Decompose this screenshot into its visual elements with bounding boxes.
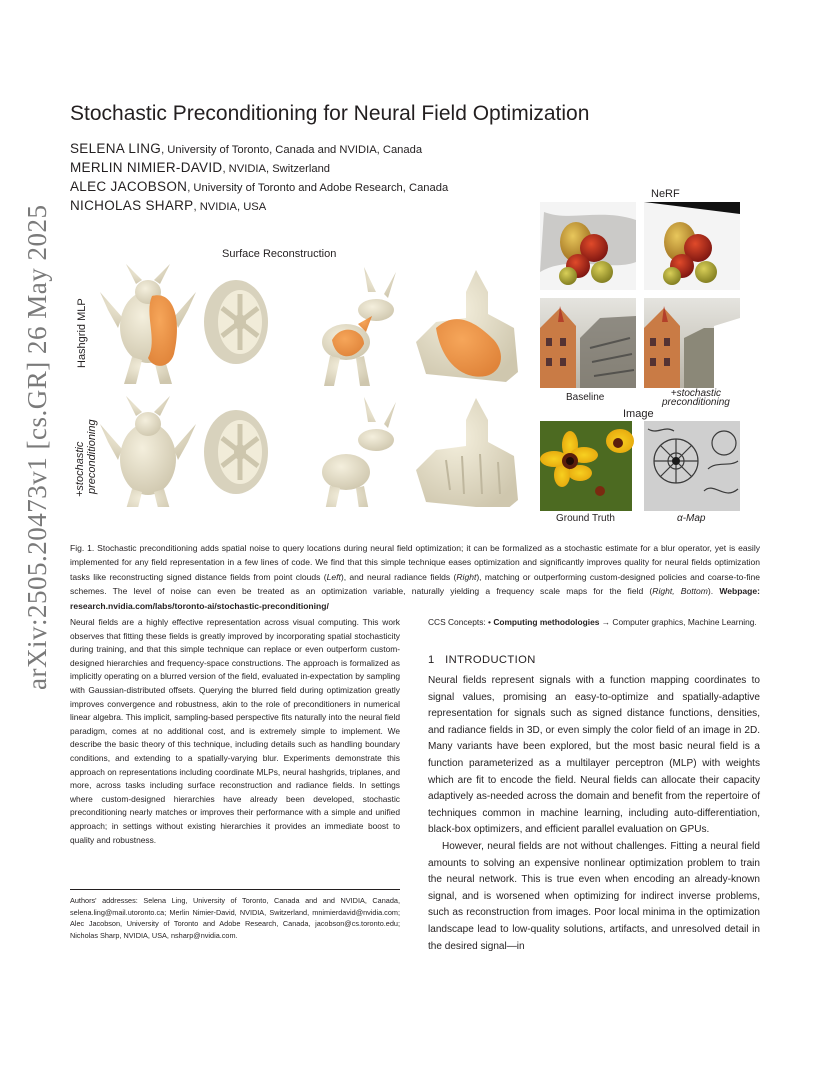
alpha-map-image xyxy=(644,421,740,511)
author-affiliation: , University of Toronto, Canada and NVIDIA, Canada xyxy=(161,144,423,156)
wheel-stochastic xyxy=(204,410,268,494)
wheel-baseline xyxy=(204,280,268,364)
ccs-rest: → Computer graphics, Machine Learning. xyxy=(599,617,757,627)
row-label-stochastic-line1: +stochastic xyxy=(74,441,86,497)
image-fitting-renders xyxy=(540,421,740,511)
nerf-heading: NeRF xyxy=(651,188,680,200)
abstract: Neural fields are a highly effective representation across visual computing. This work observes that fitting these fields is greatly improved by incorporating spatial stochasticity during training, and that this simple technique can replace or even outperform custom-designed hierarchies and frequency-space constructions. The approach is formalized as implicitly operating on a blurred version of the field, evaluated in-expectation by sampling with Gaussian-distributed offsets. Querying the blurred field during optimization greatly improves convergence and robustness, akin to the role of preconditioners in numerical linear algebra. This implicit, sampling-based perspective fits naturally into the neural field paradigm, comes at no additional cost, and is extremely simple to implement. We describe the basic theory of this technique, including details such as handling boundary conditions, and extending to a spatially-varying blur. Experiments demonstrate this approach on representations including coordinate MLPs, neural hashgrids, triplanes, and more, across tasks including surface reconstruction and radiance fields. In settings where custom-designed hierarchies have already been developed, stochastic preconditioning nearly matches or improves their performance with a simple and unified approach; in settings without existing hierarchies it provides an immediate boost to quality and robustness. xyxy=(70,617,400,845)
author-affiliation: , University of Toronto and Adobe Research, Canada xyxy=(187,182,449,194)
section-title: INTRODUCTION xyxy=(445,654,536,666)
paper-title: Stochastic Preconditioning for Neural Field Optimization xyxy=(70,102,590,125)
caption-right-bottom: Right, Bottom xyxy=(652,586,708,597)
row-label-hashgrid-text: Hashgrid MLP xyxy=(76,298,88,368)
author-name: SELENA LING xyxy=(70,141,162,156)
ccs-bold: Computing methodologies xyxy=(493,617,600,627)
caption-text-1: Fig. 1. Stochastic preconditioning adds spatial noise to query locations during neural field optimization; it can be formalized as a stochastic estimate for a blur operator, yet is easily implemented for any field representation in a few lines of code. We find that this simple technique eases optimization and significantly improves quality for neural fields optimization tasks like reconstructing signed distance fields from point clouds ( xyxy=(70,543,760,582)
caption-text-3: ), matching or outperforming custom-designed policies and coarse-to-fine schemes. The level of noise can even be treated as an optimization variable, naturally yielding a frequency scale maps for the field ( xyxy=(70,571,760,597)
author-name: NICHOLAS SHARP xyxy=(70,198,194,213)
introduction-body xyxy=(428,673,760,955)
armadillo-stochastic xyxy=(100,396,196,507)
section-number: 1 xyxy=(428,654,435,666)
stochastic-label-line2: preconditioning xyxy=(662,397,730,408)
nerf-building-baseline xyxy=(540,298,636,388)
alpha-map-label: α-Map xyxy=(677,513,706,524)
footnote-divider xyxy=(70,889,400,890)
section-heading xyxy=(428,654,536,666)
dog-stochastic xyxy=(322,397,396,507)
nerf-fruit-stochastic xyxy=(644,202,740,290)
authors-addresses-footnote: Authors' addresses: Selena Ling, University of Toronto, Canada and and NVIDIA, Canada, selena.ling@mail.utoronto.ca; Merlin Nimier-David, NVIDIA, Switzerland, mnimierdavid@nvidia.com; Alec Jacobson, University of Toronto and Adobe Research, Canada, jacobson@cs.toronto.edu; Nicholas Sharp, NVIDIA, USA, nsharp@nvidia.com. xyxy=(70,896,400,940)
armadillo-baseline xyxy=(100,264,196,384)
author-line xyxy=(70,179,448,198)
dog-baseline xyxy=(322,267,396,386)
stochastic-label-line1: +stochastic xyxy=(670,388,722,399)
author-affiliation: , NVIDIA, USA xyxy=(193,201,267,213)
author-line xyxy=(70,198,448,217)
intro-paragraph: Neural fields represent signals with a function mapping coordinates to signal values, promising an easy-to-optimize and spatially-adaptive representation for signals such as signed distance functions, densities, and radiance fields in 3D, or even simply the color field of an image in 2D. Many variants have been explored, but the most basic neural field is a function parameterized as a multilayer perceptron (MLP) with weights which are fit to encode the field. Neural fields can allocate their capacity adaptively as-needed across the domain and benefit from the repertoire of techniques common in machine learning, including auto-differentiation, black-box optimizers, and efficient parallel evaluation on GPUs. xyxy=(428,675,760,836)
nerf-building-stochastic xyxy=(644,298,740,388)
author-name: ALEC JACOBSON xyxy=(70,179,188,194)
caption-right: Right xyxy=(456,571,477,582)
building-baseline xyxy=(416,270,518,382)
image-heading: Image xyxy=(623,408,654,420)
caption-left: Left xyxy=(326,571,341,582)
arxiv-stamp-text: arXiv:2505.20473v1 [cs.GR] 26 May 2025 xyxy=(22,204,52,690)
row-label-stochastic-line2: preconditioning xyxy=(86,419,98,494)
figure-caption xyxy=(70,541,760,613)
baseline-label: Baseline xyxy=(566,392,605,403)
intro-paragraph: However, neural fields are not without challenges. Fitting a neural field amounts to solving an expensive nonlinear optimization problem to train the neural network. This is true even when encoding an already-known signal, and is worsened when optimizing for indirect inverse problems, such as reconstruction from images. Poor local minima in the optimization landscape lead to low-quality solutions, artifacts, and unresolved detail in the desired signal—in xyxy=(428,840,760,952)
author-name: MERLIN NIMIER-DAVID xyxy=(70,160,223,175)
ccs-concepts xyxy=(428,616,760,630)
caption-text-2: ), and neural radiance fields ( xyxy=(340,571,457,582)
caption-text-4: ). xyxy=(707,586,720,597)
ground-truth-label: Ground Truth xyxy=(556,513,615,524)
surface-reconstruction-renders xyxy=(96,262,526,507)
nerf-fruit-baseline xyxy=(540,202,636,290)
ccs-prefix: CCS Concepts: • xyxy=(428,617,494,627)
ground-truth-image xyxy=(540,421,634,511)
author-list xyxy=(70,141,448,217)
author-affiliation: , NVIDIA, Switzerland xyxy=(222,163,331,175)
stochastic-label xyxy=(662,389,730,407)
author-line xyxy=(70,160,448,179)
author-line xyxy=(70,141,448,160)
nerf-renders xyxy=(540,202,740,390)
webpage-link[interactable]: Webpage: research.nvidia.com/labs/toronto-ai/stochastic-preconditioning/ xyxy=(70,586,760,611)
surface-reconstruction-heading: Surface Reconstruction xyxy=(222,248,337,260)
building-stochastic xyxy=(416,398,518,507)
